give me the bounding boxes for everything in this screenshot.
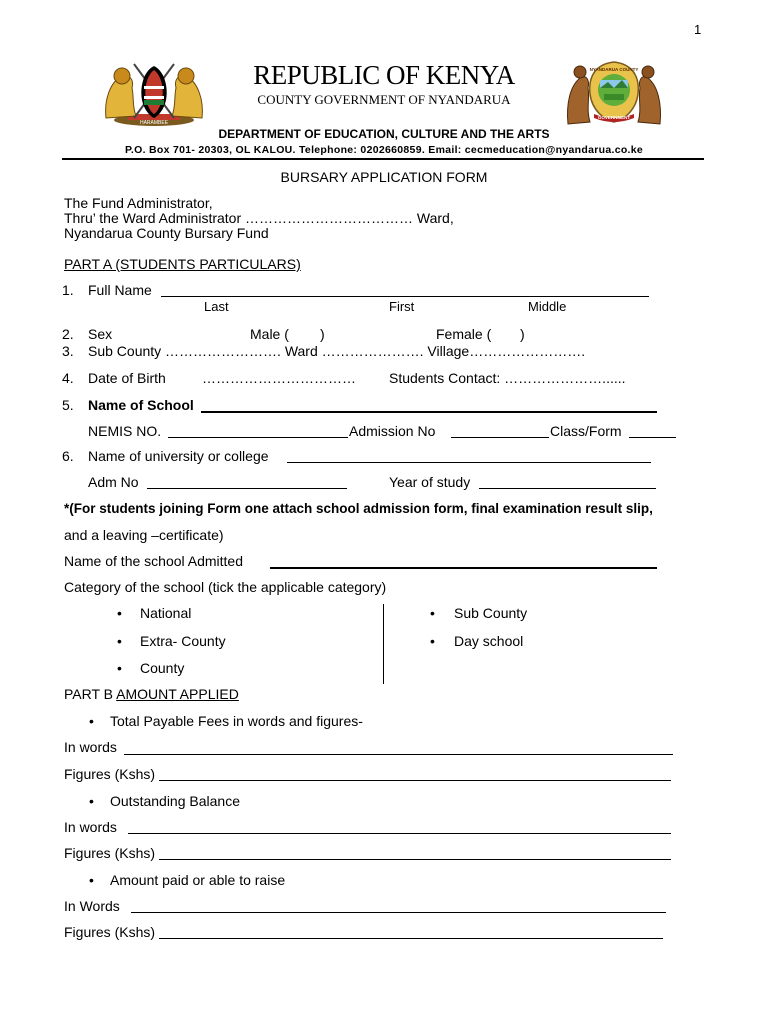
- dob-field[interactable]: ……………………………: [202, 370, 356, 386]
- students-contact-field[interactable]: Students Contact: …………………......: [389, 370, 626, 386]
- full-name-input[interactable]: [163, 281, 647, 297]
- department-name: DEPARTMENT OF EDUCATION, CULTURE AND THE ARTS: [218, 127, 550, 141]
- amount-paid-figures-label: Figures (Kshs): [64, 924, 156, 940]
- amount-paid-title: Amount paid or able to raise: [110, 872, 286, 888]
- balance-figures-label: Figures (Kshs): [64, 845, 156, 861]
- total-payable-fees-title: Total Payable Fees in words and figures-: [110, 713, 363, 729]
- total-fees-words-line: [124, 754, 673, 755]
- university-input[interactable]: [289, 447, 649, 463]
- category-sub-county[interactable]: Sub County: [454, 605, 528, 621]
- balance-words-input[interactable]: [130, 818, 669, 834]
- school-name-input[interactable]: [203, 396, 655, 412]
- category-label: Category of the school (tick the applicable category): [64, 579, 387, 595]
- total-fees-figures-input[interactable]: [161, 765, 669, 781]
- q6-number: 6.: [62, 448, 74, 464]
- seal-government-text: GOVERNMENT: [597, 115, 631, 120]
- header-rule: [62, 158, 704, 160]
- part-a-heading: PART A (STUDENTS PARTICULARS): [64, 256, 301, 272]
- category-extra-county[interactable]: Extra- County: [140, 633, 226, 649]
- year-of-study-input[interactable]: [481, 473, 654, 489]
- page-number: 1: [694, 22, 702, 37]
- admission-no-label: Admission No: [349, 423, 436, 439]
- balance-words-label: In words: [64, 819, 117, 835]
- bullet-icon: •: [89, 713, 94, 729]
- address-line-2: Thru’ the Ward Administrator ……………………………… Ward,: [64, 210, 454, 226]
- class-form-label: Class/Form: [550, 423, 622, 439]
- total-fees-words-input[interactable]: [126, 738, 671, 754]
- name-part-middle: Middle: [528, 299, 567, 314]
- school-name-label: Name of School: [88, 397, 194, 413]
- dob-label: Date of Birth: [88, 370, 166, 386]
- total-fees-figures-label: Figures (Kshs): [64, 766, 156, 782]
- part-b-prefix: PART B: [64, 686, 114, 702]
- bullet-icon: •: [430, 633, 435, 649]
- school-admitted-label: Name of the school Admitted: [64, 553, 243, 569]
- q1-number: 1.: [62, 282, 74, 298]
- category-divider: [383, 604, 384, 684]
- address-line-1: The Fund Administrator,: [64, 195, 213, 211]
- category-county[interactable]: County: [140, 660, 185, 676]
- location-line: Sub County ……………………. Ward …………………. Village…………………….: [88, 343, 586, 359]
- male-close-paren: ): [320, 326, 325, 342]
- adm-no-label: Adm No: [88, 474, 139, 490]
- bullet-icon: •: [430, 605, 435, 621]
- form-one-note-line-1: *(For students joining Form one attach school admission form, final examination result slip,: [64, 501, 653, 516]
- year-of-study-label: Year of study: [389, 474, 471, 490]
- contacts-line: P.O. Box 701- 20303, OL KALOU. Telephone: 0202660859. Email: cecmeducation@nyandarua.co.ke: [124, 144, 644, 156]
- total-fees-words-label: In words: [64, 739, 117, 755]
- bullet-icon: •: [117, 605, 122, 621]
- female-option[interactable]: Female (: [436, 326, 492, 342]
- bullet-icon: •: [117, 660, 122, 676]
- q5-number: 5.: [62, 397, 74, 413]
- svg-text:HARAMBEE: HARAMBEE: [139, 120, 169, 126]
- amount-paid-words-label: In Words: [64, 898, 120, 914]
- address-line-3: Nyandarua County Bursary Fund: [64, 225, 269, 241]
- male-option[interactable]: Male (: [250, 326, 289, 342]
- school-admitted-input[interactable]: [272, 552, 655, 568]
- form-one-note-line-2: and a leaving –certificate): [64, 527, 224, 543]
- seal-county-text: NYANDARUA COUNTY: [589, 67, 639, 72]
- category-national[interactable]: National: [140, 605, 192, 621]
- q3-number: 3.: [62, 343, 74, 359]
- class-form-input[interactable]: [630, 422, 675, 438]
- female-close-paren: ): [520, 326, 525, 342]
- amount-paid-figures-input[interactable]: [161, 923, 661, 939]
- university-label: Name of university or college: [88, 448, 269, 464]
- amount-paid-words-input[interactable]: [133, 897, 664, 913]
- nemis-label: NEMIS NO.: [88, 423, 162, 439]
- form-title: BURSARY APPLICATION FORM: [280, 169, 488, 185]
- bullet-icon: •: [117, 633, 122, 649]
- name-part-first: First: [389, 299, 415, 314]
- name-part-last: Last: [204, 299, 229, 314]
- adm-no-input[interactable]: [149, 473, 345, 489]
- q4-number: 4.: [62, 370, 74, 386]
- part-b-heading: [64, 686, 239, 702]
- header-subtitle: COUNTY GOVERNMENT OF NYANDARUA: [257, 92, 511, 107]
- full-name-label: Full Name: [88, 282, 152, 298]
- bullet-icon: •: [89, 793, 94, 809]
- header-title: REPUBLIC OF KENYA: [253, 60, 515, 90]
- balance-figures-input[interactable]: [161, 844, 669, 860]
- nemis-input[interactable]: [170, 422, 346, 438]
- category-day-school[interactable]: Day school: [454, 633, 524, 649]
- sex-label: Sex: [88, 326, 113, 342]
- part-b-title: AMOUNT APPLIED: [116, 686, 239, 702]
- bullet-icon: •: [89, 872, 94, 888]
- q2-number: 2.: [62, 326, 74, 342]
- admission-no-input[interactable]: [453, 422, 547, 438]
- outstanding-balance-title: Outstanding Balance: [110, 793, 240, 809]
